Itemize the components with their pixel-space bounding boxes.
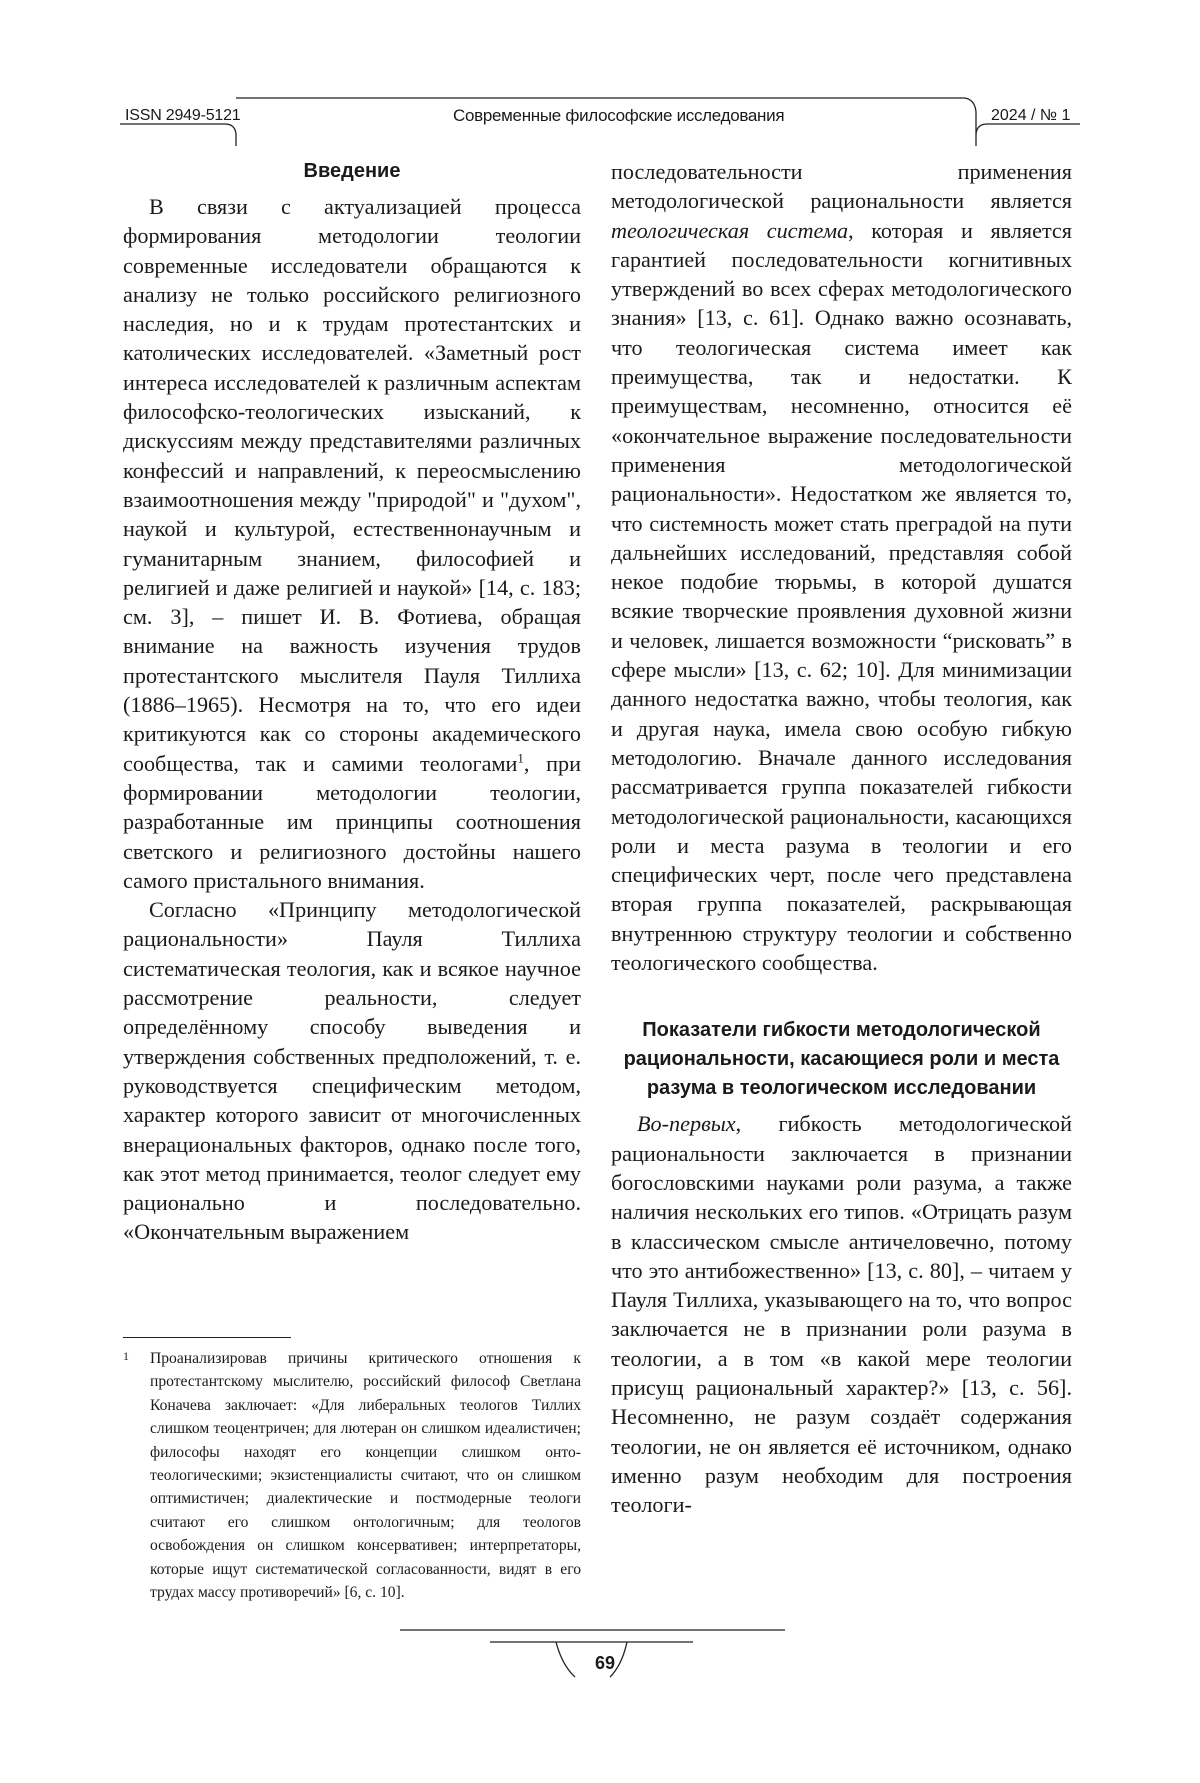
paragraph-text: , при формировании методологии теологии, разработанные им принципы соотношения светского и религиозного достойны нашего самого пристального внимания. <box>123 750 582 893</box>
footnote <box>123 1347 581 1604</box>
paragraph-text: В связи с актуализацией процесса формирования методологии теологии современные исследователи обращаются к анализу не только российского религиозного наследия, но и к трудам протестантских и католических исследователей. «Заметный рост интереса исследователей к различным аспектам философско-теологических изысканий, к дискуссиям между представителями различных конфессий и направлений, к переосмыслению взаимоотношения между "природой" и "духом", наукой и культурой, естественнонаучным и гуманитарным знанием, философией и религией и даже религией и наукой» [14, с. 183; см. 3], – пишет И. В. Фотиева, обращая внимание на важность изучения трудов протестантского мыслителя Пауля Тиллиха (1886–1965). Несмотря на то, что его идеи критикуются как со стороны академического сообщества, так и самими теологами <box>123 194 581 776</box>
left-column <box>123 157 581 1247</box>
page-number: 69 <box>594 1653 616 1673</box>
paragraph <box>611 1109 1072 1519</box>
emphasis-text: теологическая система <box>611 217 849 243</box>
paragraph-text: , гибкость методологической рациональности заключается в признании богословскими науками роли разума, а также наличия нескольких его типов. «Отрицать разум в классическом смысле античеловечно, потому что это антибожественно» [13, с. 80], – читаем у Пауля Тиллиха, указывающего на то, что вопрос заключается не в признании роли разума в теологии, а в том «в какой мере теологии присущ рациональный характер?» [13, с. 56]. Несомненно, не разум создаёт содержания теологии, не он является её источником, однако именно разум необходим для построения теологи- <box>611 1111 1072 1518</box>
right-column <box>611 157 1072 1519</box>
section-heading-introduction: Введение <box>303 160 401 182</box>
paragraph-text: , которая и является гарантией последовательности когнитивных утверждений во всех сферах методологического знания» [13, с. 61]. Однако важно осознавать, что теологическая система имеет как преимущества, так и недостатки. К преимуществам, несомненно, относится её «окончательное выражение последовательности применения методологической рациональности». Недостатком же является то, что системность может стать преградой на пути дальнейших исследований, представляя собой некое подобие тюрьмы, в которой душатся всякие творческие проявления духовной жизни и человек, лишается возможности “рисковать” в сфере мысли» [13, с. 62; 10]. Для минимизации данного недостатка важно, чтобы теология, как и другая наука, имела свою особую гибкую методологию. Вначале данного исследования рассматривается группа показателей гибкости методологической рациональности, касающихся роли и места разума в теологии и его специфических черт, после чего представлена вторая группа показателей, раскрывающая внутреннюю структуру теологии и собственно теологического сообщества. <box>611 217 1072 976</box>
paragraph <box>611 157 1072 977</box>
footnote-text: Проанализировав причины критического отношения к протестантскому мыслителю, российский философ Светлана Коначева заключает: «Для либеральных теологов Тиллих слишком теоцентричен; для лютеран он слишком идеалистичен; философы находят его концепции слишком онто-теологическими; экзистенциалисты считают, что он слишком оптимистичен; диалектические и постмодерные теологи считают его слишком онтологичным; для теологов освобождения он слишком консервативен; интерпретаторы, которые ищут систематической согласованности, видят в его трудах массу противоречий» [6, с. 10]. <box>150 1350 581 1602</box>
paragraph-text: последовательности применения методологической рациональности является <box>611 159 1072 214</box>
emphasis-text: Во-первых <box>637 1111 736 1137</box>
paragraph <box>123 192 581 895</box>
issue-number: 2024 / № 1 <box>991 107 1071 124</box>
footnote-ref[interactable]: 1 <box>517 750 524 766</box>
footnote-number: 1 <box>123 1349 129 1363</box>
section-heading-flexibility: Показатели гибкости методологической рациональности, касающиеся роли и места разума в теологическом исследовании <box>623 1019 1060 1100</box>
header-frame-lines <box>0 0 1200 150</box>
running-header <box>0 0 1200 150</box>
paragraph: Согласно «Принципу методологической рациональности» Пауля Тиллиха систематическая теология, как и всякое научное рассмотрение реальности, следует определённому способу выведения и утверждения собственных предположений, т. е. руководствуется специфическим методом, характер которого зависит от многочисленных внерациональных факторов, однако после того, как этот метод принимается, теолог следует ему рационально и последовательно. «Окончательным выражением <box>123 897 581 1245</box>
footnote-divider <box>123 1337 291 1338</box>
issn: ISSN 2949-5121 <box>125 107 241 124</box>
journal-title: Современные философские исследования <box>453 106 785 125</box>
